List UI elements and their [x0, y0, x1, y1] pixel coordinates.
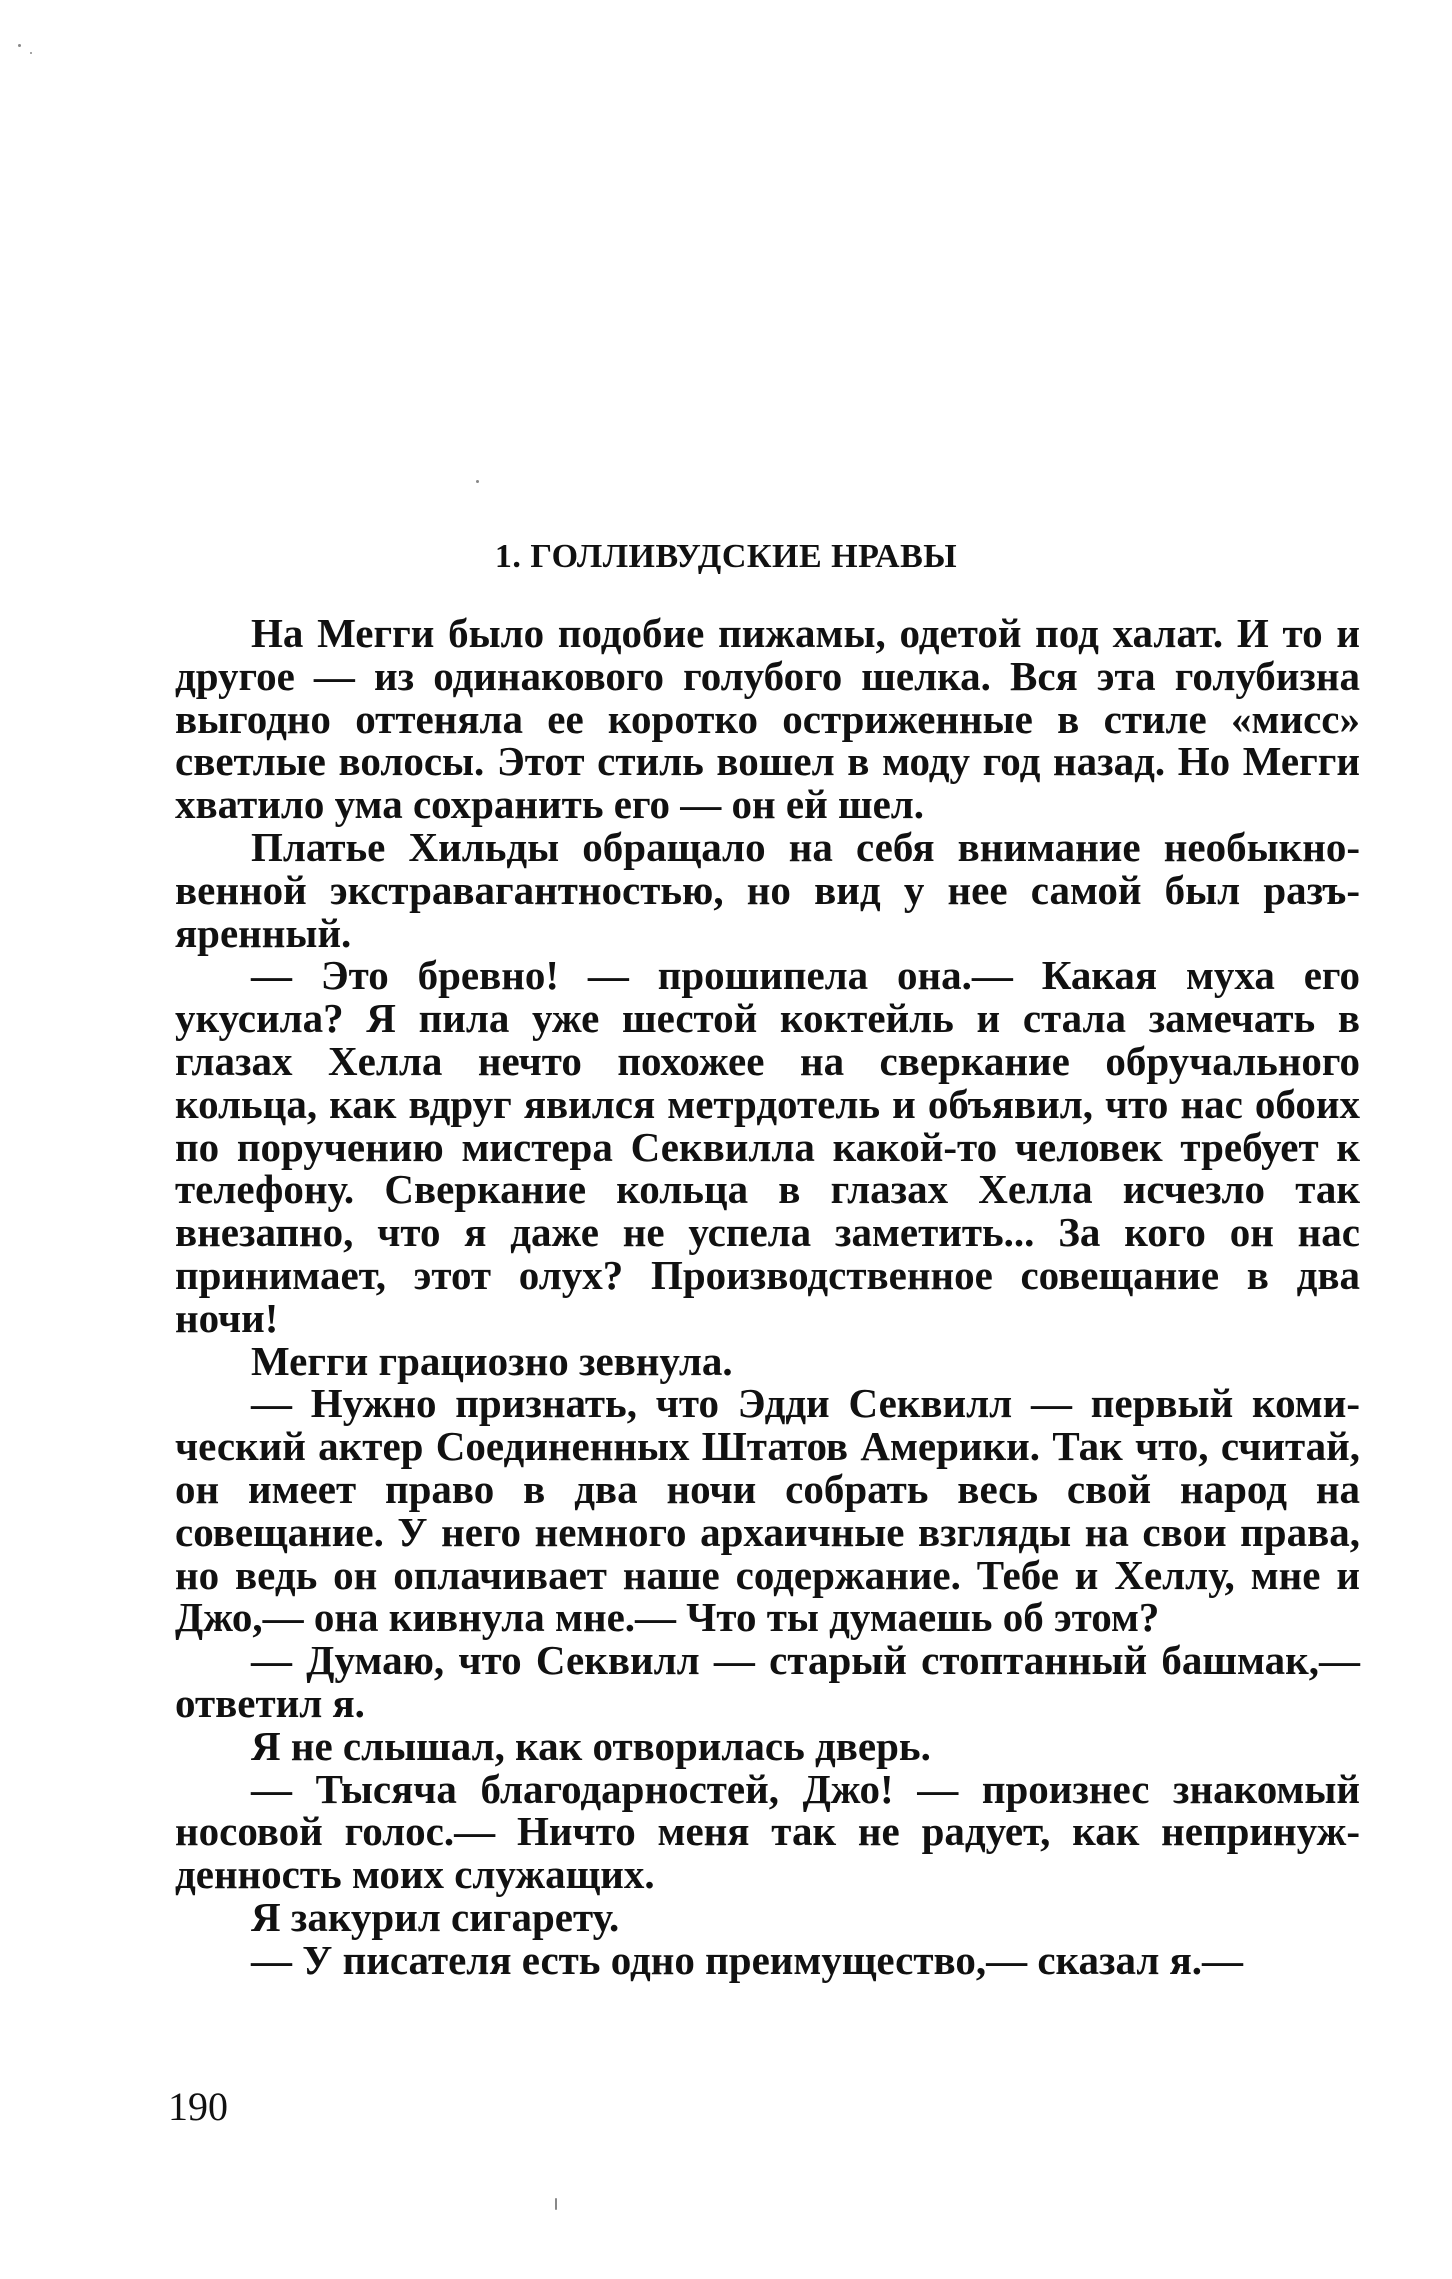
scan-speck: [476, 480, 479, 483]
chapter-title: 1. ГОЛЛИВУДСКИЕ НРАВЫ: [494, 538, 958, 575]
paragraph: — Тысяча благодарностей, Джо! — произнес знакомый носовой голос.— Ничто меня так не радует, как непринужденность моих служащих.: [175, 1765, 1360, 1898]
scan-speck: [18, 44, 21, 47]
scan-speck: [555, 2198, 557, 2210]
paragraph: — Думаю, что Секвилл — старый стоптанный башмак,— ответил я.: [175, 1637, 1360, 1726]
paragraph: — Нужно признать, что Эдди Секвилл — первый комический актер Соединенных Штатов Америки. Так что, считай, он имеет право в два ночи собрать весь свой народ на совещание. У него немного архаичные взгляды на свои права, но ведь он оплачивает наше содержание. Тебе и Хеллу, мне и Джо,— она кивнула мне.— Что ты думаешь об этом?: [175, 1380, 1360, 1641]
paragraph: Платье Хильды обращало на себя внимание необыкновенной экстравагантностью, но вид у нее самой был разъяренный.: [175, 823, 1360, 956]
page-number: 190: [168, 2084, 228, 2129]
body-text: [175, 612, 1360, 1982]
paragraph: — Это бревно! — прошипела она.— Какая муха его укусила? Я пила уже шестой коктейль и стала замечать в глазах Хелла нечто похожее на сверкание обручального кольца, как вдруг явился метрдотель и объявил, что нас обоих по поручению мистера Секвилла какой-то человек требует к телефону. Сверкание кольца в глазах Хелла исчезло так внезапно, что я даже не успела заметить... За кого он нас принимает, этот олух? Производственное совещание в два ночи!: [175, 952, 1360, 1341]
paragraph: — У писателя есть одно преимущество,— сказал я.—: [251, 1936, 1244, 1983]
scan-speck: [30, 52, 32, 54]
paragraph: На Мегги было подобие пижамы, одетой под халат. И то и другое — из одинакового голубого шелка. Вся эта голубизна выгодно оттеняла ее коротко остриженные в стиле «мисс» светлые волосы. Этот стиль вошел в моду год назад. Но Мегги хватило ума сохранить его — он ей шел.: [175, 610, 1360, 828]
paragraph: Я не слышал, как отворилась дверь.: [251, 1722, 931, 1769]
paragraph: Я закурил сигарету.: [251, 1893, 620, 1940]
paragraph: Мегги грациозно зевнула.: [251, 1337, 733, 1384]
